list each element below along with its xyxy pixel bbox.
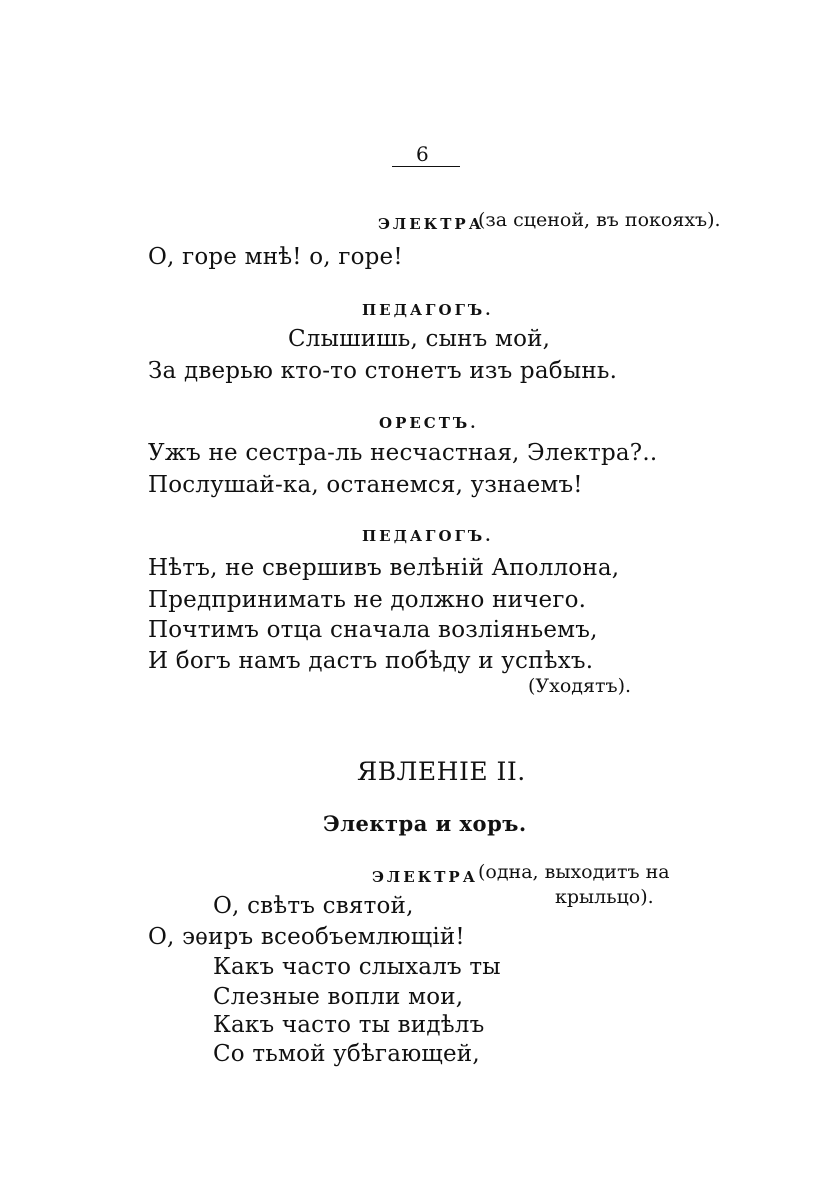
verse-line: О, горе мнѣ! о, горе! — [148, 244, 403, 270]
speaker-pedagog: ПЕДАГОГЪ. — [362, 301, 494, 319]
verse-line: Предпринимать не должно ничего. — [148, 587, 587, 613]
verse-line: Со тьмой убѣгающей, — [213, 1041, 480, 1067]
page-number-rule — [392, 166, 460, 167]
verse-line: Послушай-ка, останемся, узнаемъ! — [148, 472, 583, 498]
stage-direction: (одна, выходитъ на — [478, 861, 670, 883]
stage-direction: (Уходятъ). — [528, 675, 632, 697]
scene-cast: Электра и хоръ. — [323, 811, 527, 836]
verse-line: Слезные вопли мои, — [213, 984, 464, 1010]
verse-line: Слышишь, сынъ мой, — [288, 326, 551, 352]
verse-line: О, эѳиръ всеобъемлющій! — [148, 924, 465, 950]
verse-line: О, свѣтъ святой, — [213, 893, 414, 919]
scene-title: ЯВЛЕНІЕ II. — [357, 757, 526, 786]
verse-line: И богъ намъ дастъ побѣду и успѣхъ. — [148, 648, 594, 674]
verse-line: Почтимъ отца сначала возліяньемъ, — [148, 617, 598, 643]
page-number: 6 — [416, 142, 429, 166]
speaker-electra: ЭЛЕКТРА — [378, 215, 484, 233]
speaker-electra: ЭЛЕКТРА — [372, 868, 478, 886]
verse-line: Ужъ не сестра-ль несчастная, Электра?.. — [148, 440, 658, 466]
verse-line: Нѣтъ, не свершивъ велѣній Аполлона, — [148, 555, 620, 581]
verse-line: За дверью кто-то стонетъ изъ рабынь. — [148, 358, 618, 384]
verse-line: Какъ часто ты видѣлъ — [213, 1012, 485, 1038]
stage-direction: (за сценой, въ покояхъ). — [478, 209, 721, 231]
speaker-pedagog: ПЕДАГОГЪ. — [362, 527, 494, 545]
stage-direction: крыльцо). — [555, 886, 654, 908]
verse-line: Какъ часто слыхалъ ты — [213, 954, 501, 980]
speaker-orest: ОРЕСТЪ. — [379, 414, 479, 432]
